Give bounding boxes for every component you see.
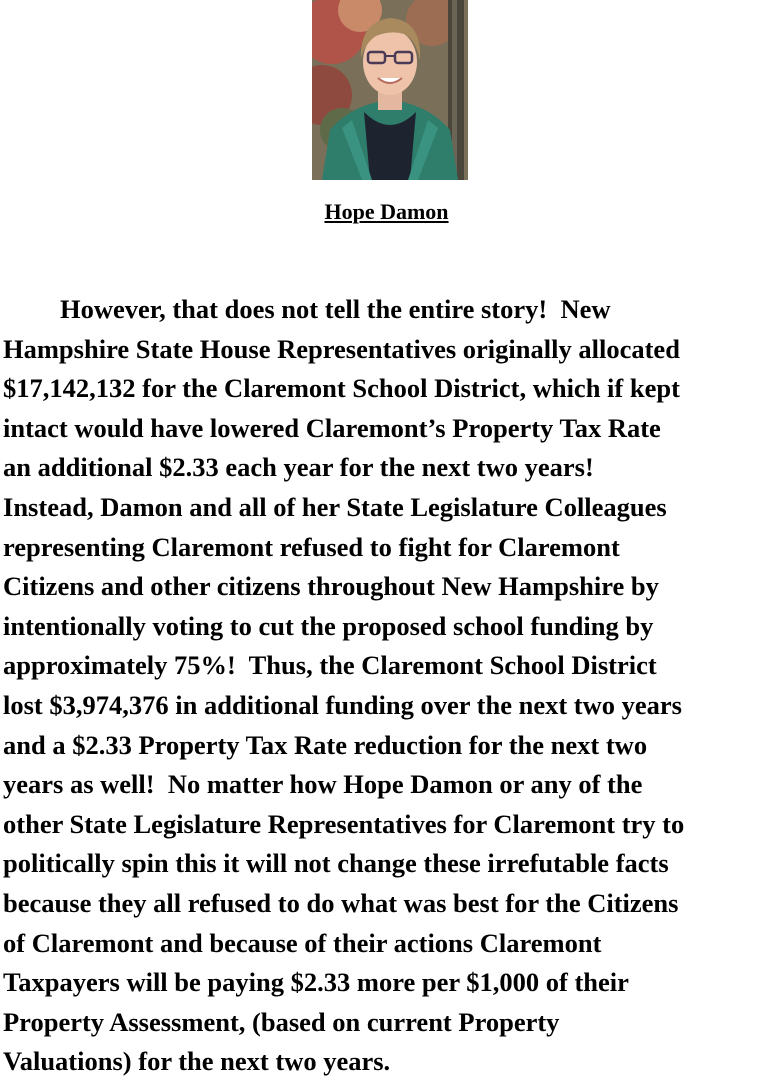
paragraph-line: Hampshire State House Representatives originally allocated bbox=[3, 333, 680, 364]
paragraph-line: intentionally voting to cut the proposed school funding by bbox=[3, 610, 654, 641]
paragraph-line: Citizens and other citizens throughout New Hampshire by bbox=[3, 571, 659, 602]
paragraph-line: However, that does not tell the entire story! New bbox=[60, 294, 611, 324]
paragraph-line: Property Assessment, (based on current Property bbox=[3, 1006, 560, 1037]
paragraph-line: of Claremont and because of their actions Claremont bbox=[3, 927, 602, 958]
paragraph-line: lost $3,974,376 in additional funding over the next two years bbox=[3, 689, 682, 720]
paragraph-line: Taxpayers will be paying $2.33 more per $1,000 of their bbox=[3, 967, 629, 998]
caption-text: Hope Damon bbox=[324, 199, 449, 224]
paragraph-line: and a $2.33 Property Tax Rate reduction for the next two bbox=[3, 729, 648, 760]
paragraph-line: representing Claremont refused to fight for Claremont bbox=[3, 531, 620, 562]
article-paragraph bbox=[3, 290, 773, 1082]
paragraph-line: an additional $2.33 each year for the next two years! bbox=[3, 452, 594, 483]
paragraph-line: Valuations) for the next two years. bbox=[3, 1046, 391, 1077]
paragraph-line: politically spin this it will not change these irrefutable facts bbox=[3, 848, 669, 879]
paragraph-line: approximately 75%! Thus, the Claremont School District bbox=[3, 650, 657, 681]
photo-caption bbox=[0, 198, 773, 226]
paragraph-line: because they all refused to do what was best for the Citizens bbox=[3, 887, 679, 918]
paragraph-line: years as well! No matter how Hope Damon or any of the bbox=[3, 769, 643, 800]
paragraph-line: other State Legislature Representatives for Claremont try to bbox=[3, 808, 685, 839]
paragraph-line: Instead, Damon and all of her State Legislature Colleagues bbox=[3, 491, 667, 522]
paragraph-line: intact would have lowered Claremont’s Property Tax Rate bbox=[3, 412, 661, 443]
portrait-photo bbox=[312, 0, 468, 180]
paragraph-line: $17,142,132 for the Claremont School District, which if kept bbox=[3, 373, 680, 404]
